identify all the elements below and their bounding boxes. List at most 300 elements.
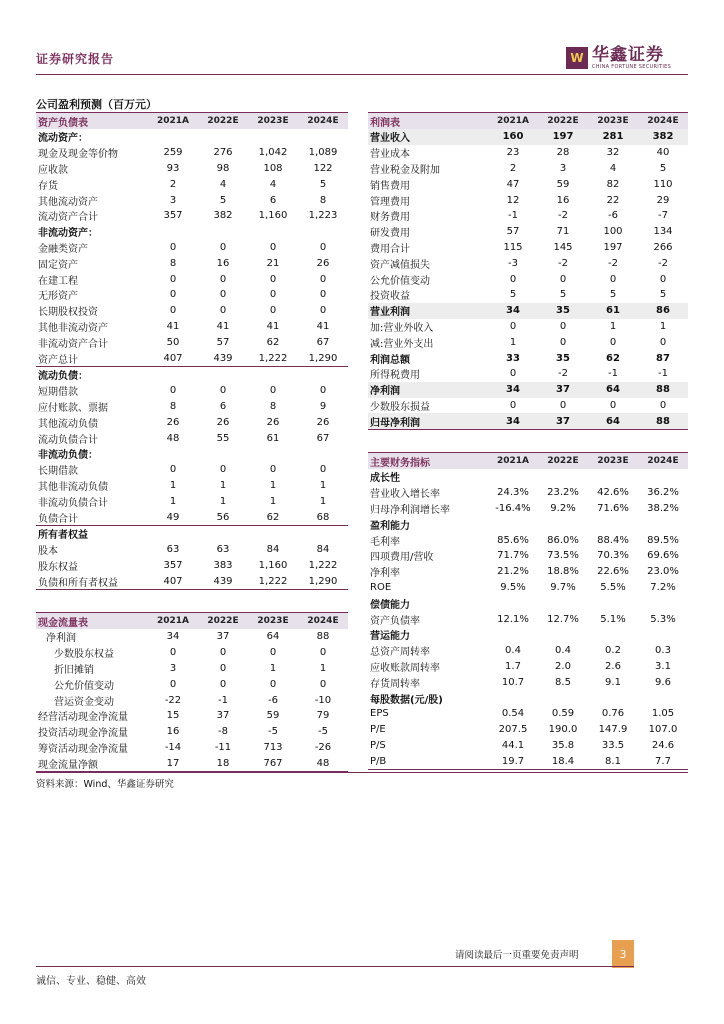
- row-label: 所有者权益: [38, 530, 88, 542]
- header-divider: [36, 74, 688, 75]
- year-header: 2021A: [148, 613, 198, 630]
- cell-value: -26: [314, 741, 332, 753]
- cell-value: 0: [559, 399, 567, 411]
- cell-value: 9.1: [605, 676, 621, 688]
- cell-value: 9.5%: [500, 581, 526, 593]
- cell-value: 67: [316, 432, 330, 444]
- cell-value: 0: [169, 273, 177, 285]
- cell-value: [588, 595, 638, 611]
- cell-value: 62: [248, 509, 298, 525]
- cell-value: 59: [556, 178, 570, 190]
- table-row: [36, 414, 348, 430]
- cell-value: 35.8: [551, 739, 575, 751]
- table-row: [36, 573, 348, 589]
- cell-value: 29: [656, 194, 670, 206]
- page-number: 3: [612, 940, 634, 968]
- cell-value: 1: [269, 662, 277, 674]
- year-header: 2021A: [148, 113, 198, 130]
- cell-value: 0: [269, 385, 277, 397]
- cell-value: 5: [609, 289, 617, 301]
- cell-value: 89.5%: [647, 534, 679, 546]
- table-row: [36, 645, 348, 661]
- row-label: 营运能力: [370, 631, 410, 643]
- cell-value: 1,160: [258, 559, 288, 571]
- row-label: 资产负债率: [370, 615, 420, 627]
- table-row: [36, 350, 348, 366]
- table-header-row: [368, 453, 688, 470]
- cell-value: 713: [263, 741, 283, 753]
- table-row: [368, 753, 688, 769]
- cell-value: 0.59: [551, 708, 575, 720]
- cell-value: 23.0%: [647, 566, 679, 578]
- logo-name: 华鑫证券: [592, 45, 664, 65]
- row-label: 归母净利润: [368, 413, 488, 429]
- cell-value: 5: [659, 162, 667, 174]
- table-row: [368, 176, 688, 192]
- cell-value: 1: [169, 495, 177, 507]
- row-label: 营业税金及附加: [370, 164, 440, 176]
- cell-value: 86.0%: [547, 534, 579, 546]
- table-row: [368, 722, 688, 738]
- table-row: [36, 176, 348, 192]
- cell-value: 0: [319, 289, 327, 301]
- cell-value: 0: [169, 305, 177, 317]
- cell-value: 48: [166, 432, 180, 444]
- table-row: [368, 485, 688, 501]
- cell-value: 70.3%: [597, 550, 629, 562]
- cell-value: 57: [506, 226, 520, 238]
- table-row: [368, 501, 688, 517]
- cell-value: 18.4: [538, 753, 588, 769]
- table-row: [368, 643, 688, 659]
- row-label: 营业成本: [370, 149, 410, 161]
- table-header-row: [36, 113, 348, 130]
- row-label: 非流动资产合计: [38, 338, 108, 350]
- table-row: [368, 398, 688, 414]
- table-row: [36, 676, 348, 692]
- table-row: [36, 383, 348, 399]
- table-row: [36, 478, 348, 494]
- cell-value: 1,042: [258, 147, 288, 159]
- cell-value: 382: [213, 210, 233, 222]
- cell-value: [148, 129, 198, 145]
- cell-value: 4: [609, 162, 617, 174]
- company-logo: [566, 46, 671, 70]
- cell-value: 41: [266, 320, 280, 332]
- cell-value: 2.6: [605, 660, 621, 672]
- cell-value: 259: [163, 147, 183, 159]
- table-row: [368, 145, 688, 161]
- cell-value: 18: [198, 755, 248, 771]
- row-label: 公允价值变动: [370, 275, 430, 287]
- row-label: 盈利能力: [370, 520, 410, 532]
- cash-flow-table: [36, 612, 348, 772]
- year-header: 2024E: [298, 613, 348, 630]
- page-title: 公司盈利预测（百万元）: [36, 98, 157, 111]
- cell-value: 1,290: [298, 573, 348, 589]
- cell-value: 62: [606, 352, 620, 364]
- cell-value: -10: [314, 694, 332, 706]
- cell-value: 0: [509, 320, 517, 332]
- cell-value: 0: [269, 273, 277, 285]
- cell-value: 1,222: [248, 573, 298, 589]
- table-row: [368, 611, 688, 627]
- cell-value: 147.9: [598, 724, 628, 736]
- cell-value: 2: [509, 162, 517, 174]
- cell-value: [588, 516, 638, 532]
- cell-value: 276: [213, 147, 233, 159]
- cell-value: 0: [269, 464, 277, 476]
- cell-value: 0: [559, 273, 567, 285]
- cell-value: 82: [606, 178, 620, 190]
- cell-value: 55: [216, 432, 230, 444]
- cell-value: 5.3%: [650, 613, 676, 625]
- cell-value: 281: [588, 129, 638, 145]
- data-source-note: 资料来源：Wind、华鑫证券研究: [36, 779, 174, 790]
- cell-value: 16: [166, 726, 180, 738]
- year-header: 2022E: [538, 453, 588, 470]
- table-title: 现金流量表: [36, 613, 148, 630]
- row-label: 少数股东损益: [370, 401, 430, 413]
- cell-value: 57: [216, 336, 230, 348]
- cell-value: [298, 129, 348, 145]
- cell-value: -2: [558, 257, 568, 269]
- table-row: [368, 350, 688, 366]
- row-label: 净利润: [46, 633, 76, 645]
- cell-value: 0: [659, 336, 667, 348]
- cell-value: 17: [148, 755, 198, 771]
- row-label: 现金流量净额: [36, 755, 148, 771]
- row-label: 流动负债合计: [38, 434, 98, 446]
- cell-value: 5: [559, 289, 567, 301]
- cell-value: 1: [609, 320, 617, 332]
- row-label: 减:营业外支出: [370, 338, 434, 350]
- footer-slogan: 诚信、专业、稳健、高效: [36, 976, 146, 987]
- table-title: 利润表: [368, 113, 488, 130]
- cell-value: 15: [166, 710, 180, 722]
- cell-value: 56: [198, 509, 248, 525]
- cell-value: 2.0: [555, 660, 571, 672]
- cell-value: 0: [509, 399, 517, 411]
- cell-value: 12: [506, 194, 520, 206]
- cell-value: [538, 516, 588, 532]
- cell-value: 5: [509, 289, 517, 301]
- cell-value: 1: [269, 495, 277, 507]
- table-row: [368, 690, 688, 706]
- cell-value: [488, 595, 538, 611]
- cell-value: 1: [269, 479, 277, 491]
- row-label: 营业收入: [368, 129, 488, 145]
- year-header: 2022E: [198, 613, 248, 630]
- cell-value: 0: [509, 273, 517, 285]
- cell-value: 88: [316, 631, 330, 643]
- table-row: [368, 366, 688, 382]
- cell-value: [198, 224, 248, 240]
- cell-value: 26: [316, 416, 330, 428]
- table-row: [36, 708, 348, 724]
- cell-value: 0: [559, 320, 567, 332]
- row-label: P/B: [368, 753, 488, 769]
- cell-value: 12.1%: [497, 613, 529, 625]
- cell-value: [638, 627, 688, 643]
- cell-value: [538, 690, 588, 706]
- cell-value: 7.7: [638, 753, 688, 769]
- cell-value: [198, 525, 248, 541]
- table-row: [36, 430, 348, 446]
- logo-english-name: CHINA FORTUNE SECURITIES: [592, 64, 672, 70]
- table-row: [368, 674, 688, 690]
- row-label: 存货: [38, 180, 58, 192]
- cell-value: 3: [559, 162, 567, 174]
- cell-value: 382: [638, 129, 688, 145]
- row-label: 其他流动负债: [38, 418, 98, 430]
- cell-value: -6: [608, 210, 618, 222]
- row-label: 利润总额: [370, 354, 410, 366]
- row-label: 负债合计: [36, 509, 148, 525]
- row-label: 所得税费用: [370, 370, 420, 382]
- cell-value: 67: [316, 336, 330, 348]
- cell-value: [638, 690, 688, 706]
- cell-value: [488, 469, 538, 485]
- cell-value: 0: [169, 464, 177, 476]
- cell-value: 19.7: [488, 753, 538, 769]
- table-row: [36, 255, 348, 271]
- cell-value: 266: [653, 241, 673, 253]
- cell-value: -14: [164, 741, 182, 753]
- table-title: 资产负债表: [36, 113, 148, 130]
- row-label: 净利润: [368, 382, 488, 398]
- cell-value: 383: [213, 559, 233, 571]
- cell-value: 2: [169, 178, 177, 190]
- table-row: [368, 564, 688, 580]
- cell-value: 1,222: [308, 559, 338, 571]
- cell-value: -2: [558, 210, 568, 222]
- cell-value: 9.6: [655, 676, 671, 688]
- cell-value: [488, 690, 538, 706]
- cell-value: 21: [266, 257, 280, 269]
- row-label: 净利率: [370, 568, 400, 580]
- table-row: [36, 334, 348, 350]
- cell-value: 0: [169, 385, 177, 397]
- cell-value: 21.2%: [497, 566, 529, 578]
- cell-value: [198, 446, 248, 462]
- row-label: 成长性: [370, 473, 400, 485]
- cell-value: 0: [319, 305, 327, 317]
- table-row: [368, 659, 688, 675]
- cell-value: 0: [609, 399, 617, 411]
- row-label: 少数股东权益: [54, 649, 114, 661]
- cell-value: 190.0: [548, 724, 578, 736]
- table-row: [368, 627, 688, 643]
- cell-value: [538, 627, 588, 643]
- year-header: 2024E: [638, 453, 688, 470]
- table-row: [36, 240, 348, 256]
- cell-value: [198, 366, 248, 382]
- table-row: [36, 755, 348, 771]
- cell-value: 7.2%: [650, 581, 676, 593]
- cell-value: 87: [656, 352, 670, 364]
- cell-value: [148, 446, 198, 462]
- cell-value: -7: [658, 210, 668, 222]
- row-label: 负债和所有者权益: [36, 573, 148, 589]
- cell-value: [248, 366, 298, 382]
- table-row: [368, 532, 688, 548]
- cell-value: 145: [553, 241, 573, 253]
- cell-value: [148, 366, 198, 382]
- cell-value: 23.2%: [547, 487, 579, 499]
- cell-value: 407: [148, 573, 198, 589]
- cell-value: 93: [166, 162, 180, 174]
- table-header-row: [368, 113, 688, 130]
- cell-value: 0: [269, 305, 277, 317]
- cell-value: 0: [219, 241, 227, 253]
- cell-value: 22.6%: [597, 566, 629, 578]
- cell-value: 4: [219, 178, 227, 190]
- cell-value: 0: [609, 273, 617, 285]
- cell-value: 6: [269, 194, 277, 206]
- table-row: [368, 240, 688, 256]
- cell-value: 0.2: [605, 645, 621, 657]
- cell-value: 115: [503, 241, 523, 253]
- cell-value: 0: [319, 385, 327, 397]
- cell-value: [638, 469, 688, 485]
- row-label: 其他流动资产: [38, 196, 98, 208]
- cell-value: 3: [169, 194, 177, 206]
- cell-value: 1: [219, 495, 227, 507]
- row-label: EPS: [370, 708, 389, 720]
- cell-value: 22: [606, 194, 620, 206]
- cell-value: 0: [609, 336, 617, 348]
- year-header: 2022E: [538, 113, 588, 130]
- table-row: [36, 740, 348, 756]
- cell-value: 1: [659, 320, 667, 332]
- cell-value: 38.2%: [647, 502, 679, 514]
- cell-value: [248, 525, 298, 541]
- table-row: [36, 271, 348, 287]
- cell-value: 84: [266, 544, 280, 556]
- cell-value: 36.2%: [647, 487, 679, 499]
- cell-value: 23: [506, 147, 520, 159]
- cell-value: 41: [166, 320, 180, 332]
- year-header: 2022E: [198, 113, 248, 130]
- table-row: [368, 516, 688, 532]
- row-label: 应收账款周转率: [370, 662, 440, 674]
- year-header: 2023E: [248, 113, 298, 130]
- table-row: [36, 446, 348, 462]
- cell-value: 122: [313, 162, 333, 174]
- table-row: [36, 161, 348, 177]
- cell-value: 0: [169, 647, 177, 659]
- cell-value: 61: [588, 303, 638, 319]
- cell-value: 84: [316, 544, 330, 556]
- cell-value: 88: [638, 413, 688, 429]
- cell-value: [638, 516, 688, 532]
- cell-value: 61: [266, 432, 280, 444]
- cell-value: [488, 516, 538, 532]
- cell-value: 357: [163, 210, 183, 222]
- cell-value: 108: [263, 162, 283, 174]
- cell-value: 68: [298, 509, 348, 525]
- cell-value: 207.5: [498, 724, 528, 736]
- cell-value: [638, 595, 688, 611]
- cell-value: 41: [316, 320, 330, 332]
- table-row: [36, 399, 348, 415]
- cell-value: 16: [216, 257, 230, 269]
- cell-value: 98: [216, 162, 230, 174]
- cell-value: 8.1: [588, 753, 638, 769]
- cell-value: 0.54: [501, 708, 525, 720]
- cell-value: [148, 525, 198, 541]
- row-label: 无形资产: [38, 291, 78, 303]
- cell-value: 47: [506, 178, 520, 190]
- cell-value: 37: [216, 710, 230, 722]
- cell-value: -2: [608, 257, 618, 269]
- row-label: 管理费用: [370, 196, 410, 208]
- cell-value: 34: [488, 413, 538, 429]
- cell-value: [588, 469, 638, 485]
- cell-value: 3.1: [655, 660, 671, 672]
- cell-value: 37: [538, 413, 588, 429]
- cell-value: 41: [216, 320, 230, 332]
- cell-value: 439: [198, 573, 248, 589]
- cell-value: 9: [319, 400, 327, 412]
- row-label: 流动资产合计: [38, 212, 98, 224]
- row-label: 非流动负债合计: [38, 497, 108, 509]
- table-row: [36, 692, 348, 708]
- cell-value: 0: [319, 464, 327, 476]
- cell-value: [298, 224, 348, 240]
- cell-value: 26: [216, 416, 230, 428]
- cell-value: 69.6%: [647, 550, 679, 562]
- row-label: 每股数据(元/股): [370, 694, 443, 706]
- cell-value: 0: [659, 273, 667, 285]
- cell-value: [248, 446, 298, 462]
- year-header: 2024E: [638, 113, 688, 130]
- table-row: [368, 469, 688, 485]
- cell-value: 16: [556, 194, 570, 206]
- cell-value: 1.05: [651, 708, 675, 720]
- cell-value: 64: [588, 382, 638, 398]
- row-label: 公允价值变动: [54, 680, 114, 692]
- cell-value: 8: [319, 194, 327, 206]
- cell-value: [298, 446, 348, 462]
- cell-value: 18.8%: [547, 566, 579, 578]
- cell-value: -1: [508, 210, 518, 222]
- cell-value: 62: [266, 336, 280, 348]
- cell-value: 0.4: [555, 645, 571, 657]
- cell-value: 0: [219, 662, 227, 674]
- cell-value: 37: [216, 631, 230, 643]
- cell-value: 8: [169, 257, 177, 269]
- cell-value: 0: [219, 273, 227, 285]
- table-row: [36, 558, 348, 574]
- row-label: 非流动资产：: [38, 228, 98, 240]
- cell-value: 1: [169, 479, 177, 491]
- report-type-label: 证券研究报告: [36, 52, 115, 66]
- table-row: [368, 161, 688, 177]
- table-row: [368, 580, 688, 596]
- row-label: 应收款: [38, 164, 68, 176]
- row-label: 资产总计: [36, 350, 148, 366]
- cell-value: 32: [606, 147, 620, 159]
- cell-value: 107.0: [648, 724, 678, 736]
- cell-value: 64: [266, 631, 280, 643]
- row-label: 流动负债：: [38, 371, 88, 383]
- table-row: [36, 319, 348, 335]
- cell-value: 88.4%: [597, 534, 629, 546]
- table-row: [36, 542, 348, 558]
- row-label: 营业利润: [368, 303, 488, 319]
